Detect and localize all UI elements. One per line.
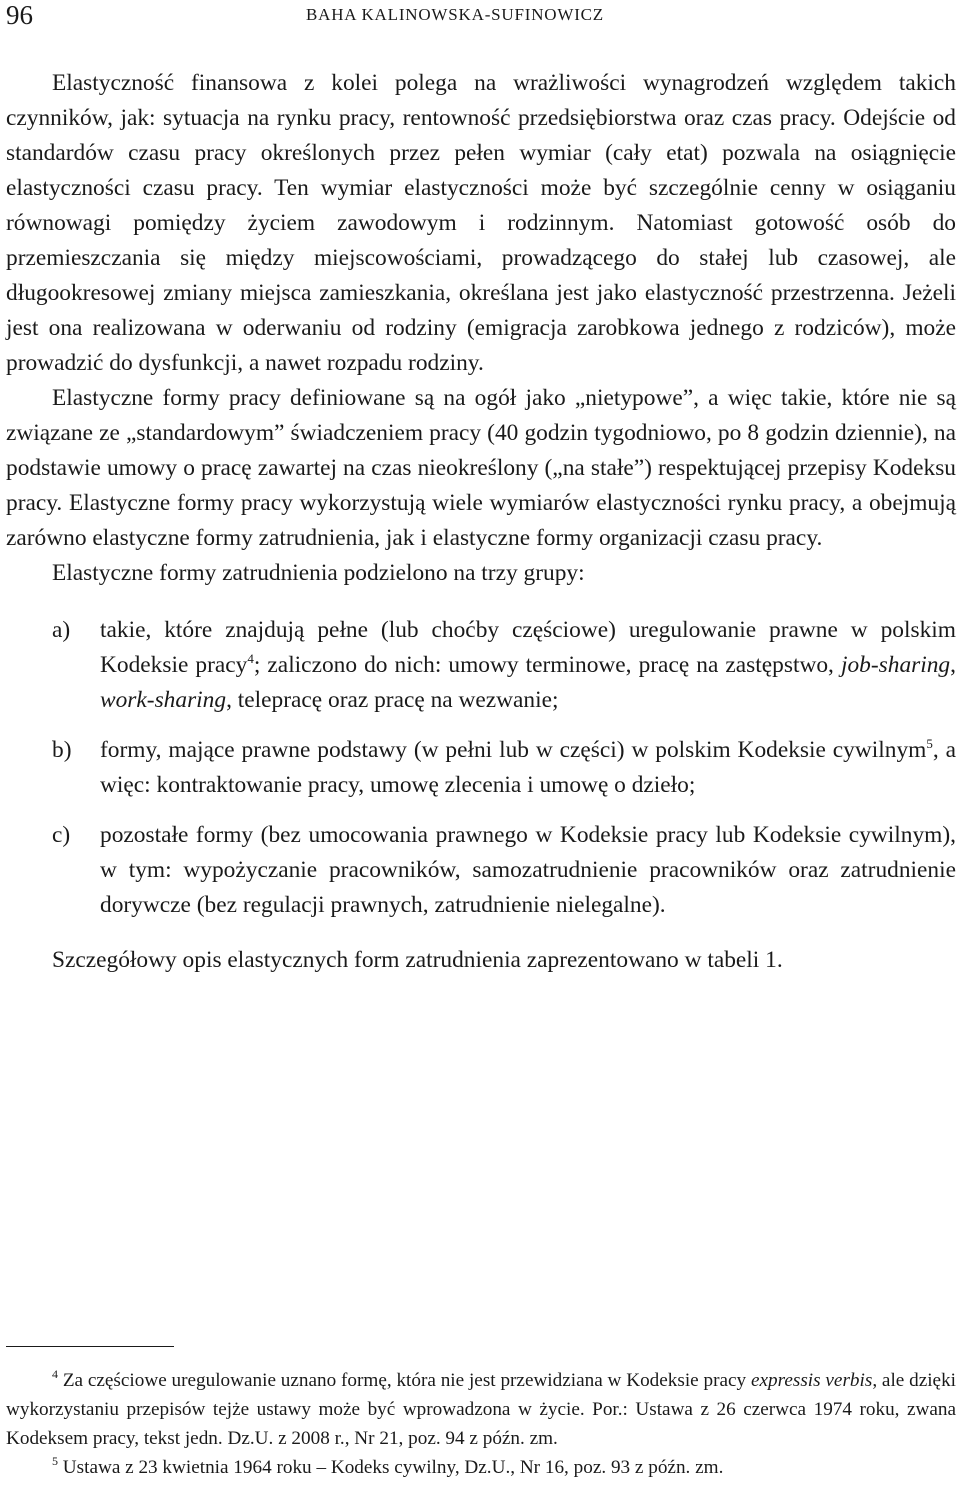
running-head: BAHA KALINOWSKA-SUFINOWICZ — [306, 5, 604, 24]
paragraph-3: Elastyczne formy zatrudnienia podzielono na trzy grupy: — [52, 560, 585, 586]
page-header — [6, 0, 956, 30]
list-item-text: , telepracę oraz pracę na wezwanie; — [226, 687, 559, 713]
italic-term: expressis verbis — [750, 1370, 873, 1391]
footnote-ref-4: 4 — [247, 651, 254, 666]
footnote-text: Ustawa z 23 kwietnia 1964 roku – Kodeks cywilny, Dz.U., Nr 16, poz. 93 z późn. zm. — [58, 1457, 724, 1478]
footnote-number: 5 — [52, 1454, 58, 1468]
list-item-text: takie, które znajdują pełne (lub choćby częściowe) uregulowanie prawne w polskim Kodeksie pracy — [100, 617, 956, 678]
list-item-c — [6, 818, 956, 923]
list-item-text: pozostałe formy (bez umocowania prawnego w Kodeksie pracy lub Kodeksie cywilnym), w tym: wypożyczanie pracowników, samozatrudnienie pracowników oraz zatrudnienie dorywcze (bez regulacji prawnych, zatrudnienie nielegalne). — [100, 822, 956, 918]
footnote-text: , ale dzięki wykorzystaniu przepisów tejże ustawy może być wprowadzona w życie. Por.: Ustawa z 26 czerwca 1974 roku, zwana Kodeksem pracy, tekst jedn. Dz.U. z 2008 r., Nr 21, poz. 94 z późn. zm. — [6, 1370, 957, 1449]
list-marker: b) — [52, 737, 72, 763]
list-item-text: formy, mające prawne podstawy (w pełni lub w części) w polskim Kodeksie cywilnym — [100, 737, 927, 763]
list-item-text: , — [950, 652, 956, 678]
list-item-b — [6, 733, 956, 803]
list-item-a — [6, 613, 956, 718]
footnote-text: Za częściowe uregulowanie uznano formę, która nie jest przewidziana w Kodeksie pracy — [58, 1370, 751, 1391]
footnote-5 — [6, 1453, 956, 1482]
list-item-text: , a więc: kontraktowanie pracy, umowę zlecenia i umowę o dzieło; — [100, 737, 956, 798]
footnote-number: 4 — [52, 1367, 58, 1381]
footnotes — [6, 1366, 956, 1482]
italic-term: job-sharing — [840, 652, 951, 678]
footnote-ref-5: 5 — [926, 736, 933, 751]
employment-forms-list — [6, 613, 956, 923]
page-number: 96 — [6, 0, 33, 30]
italic-term: work-sharing — [100, 687, 227, 713]
paragraph-1: Elastyczność finansowa z kolei polega na wrażliwości wynagrodzeń względem takich czynników, jak: sytuacja na rynku pracy, rentowność przedsiębiorstwa oraz czas pracy. Odejście od standardów czasu pracy określonych przez pełen wymiar (cały etat) pozwala na osiągnięcie elastyczności czasu pracy. Ten wymiar elastyczności może być szczególnie cenny w osiąganiu równowagi pomiędzy życiem zawodowym i rodzinnym. Natomiast gotowość osób do przemieszczania się między miejscowościami, prowadzącego do stałej lub czasowej, ale długookresowej zmiany miejsca zamieszkania, określana jest jako elastyczność przestrzenna. Jeżeli jest ona realizowana w oderwaniu od rodziny (emigracja zarobkowa jednego z rodziców), może prowadzić do dysfunkcji, a nawet rozpadu rodziny. — [6, 70, 956, 376]
footnote-4 — [6, 1366, 956, 1453]
list-marker: a) — [52, 617, 71, 643]
paragraph-2: Elastyczne formy pracy definiowane są na ogół jako „nietypowe”, a więc takie, które nie są związane ze „standardowym” świadczeniem pracy (40 godzin tygodniowo, po 8 godzin dziennie), na podstawie umowy o pracę zawartej na czas nieokreślony („na stałe”) respektującej przepisy Kodeksu pracy. Elastyczne formy pracy wykorzystują wiele wymiarów elastyczności rynku pracy, a obejmują zarówno elastyczne formy zatrudnienia, jak i elastyczne formy organizacji czasu pracy. — [6, 385, 956, 551]
document-page — [6, 0, 956, 1510]
body-text — [6, 65, 956, 978]
closing-paragraph: Szczegółowy opis elastycznych form zatrudnienia zaprezentowano w tabeli 1. — [52, 947, 783, 973]
footnote-separator — [6, 1346, 174, 1347]
list-marker: c) — [52, 822, 71, 848]
list-item-text: ; zaliczono do nich: umowy terminowe, pracę na zastępstwo, — [253, 652, 841, 678]
